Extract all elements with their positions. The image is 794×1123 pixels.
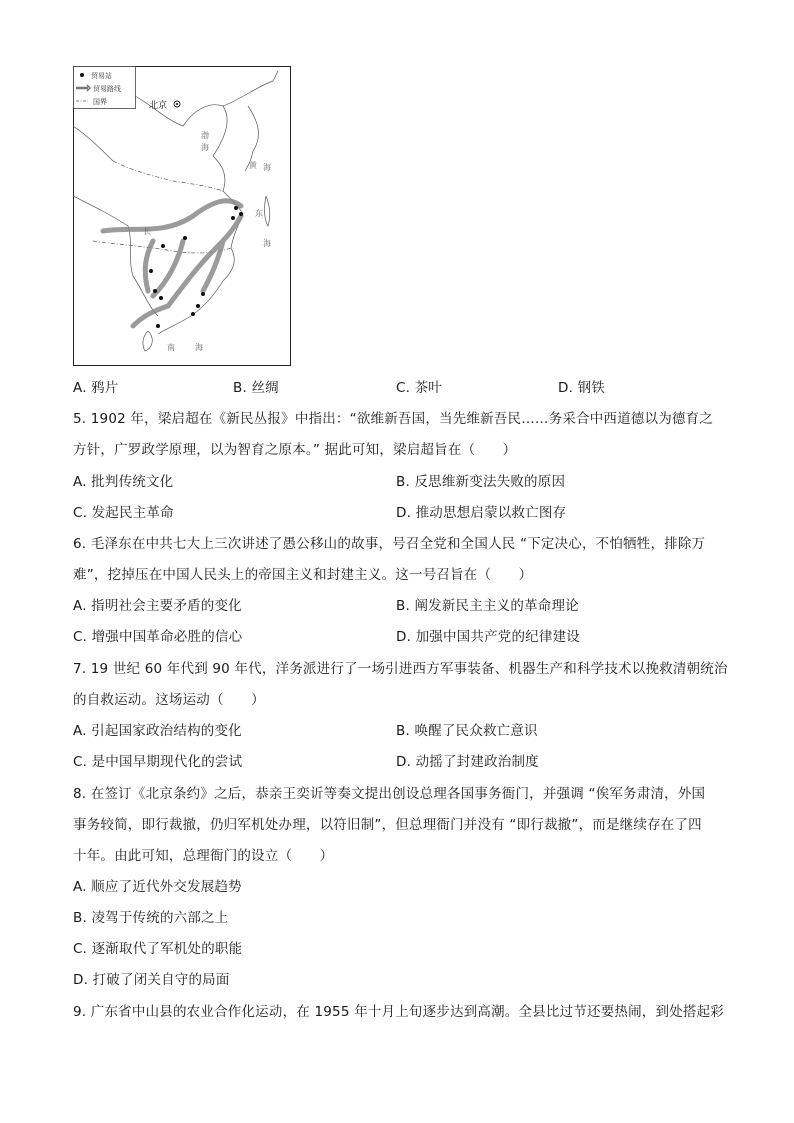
sea-label: 南 bbox=[167, 343, 175, 352]
q7-stem-line: 7. 19 世纪 60 年代到 90 年代，洋务派进行了一场引进西方军事装备、机器生产和科学技术以挽救清朝统治 bbox=[73, 661, 728, 677]
q4-option-d: D. 钢铁 bbox=[558, 380, 605, 396]
q7-option-a: A. 引起国家政治结构的变化 bbox=[73, 723, 242, 739]
sea-label: 海 bbox=[263, 163, 271, 172]
q7-stem-line: 的自救运动。这场运动（ ） bbox=[73, 692, 265, 708]
sea-label: 渤 bbox=[201, 131, 209, 140]
q5-option-b: B. 反思维新变法失败的原因 bbox=[396, 474, 566, 490]
q9-stem-line: 9. 广东省中山县的农业合作化运动，在 1955 年十月上旬逐步达到高潮。全县比过节还要热闹，到处搭起彩 bbox=[73, 1004, 725, 1020]
trade-station-legend-icon bbox=[80, 73, 84, 77]
q5-stem-line: 5. 1902 年，梁启超在《新民丛报》中指出：“欲维新吾国，当先维新吾民……务采合中西道德以为德育之 bbox=[73, 411, 714, 427]
q8-option-b: B. 凌驾于传统的六部之上 bbox=[73, 910, 229, 926]
sea-label: 海 bbox=[263, 239, 271, 248]
q8-stem-line: 事务较简，即行裁撤，仍归军机处办理，以符旧制”，但总理衙门并没有 “即行裁撤”，而是继续存在了四 bbox=[73, 817, 702, 833]
q8-option-a: A. 顺应了近代外交发展趋势 bbox=[73, 879, 242, 895]
q5-option-a: A. 批判传统文化 bbox=[73, 474, 174, 490]
q5-option-c: C. 发起民主革命 bbox=[73, 505, 174, 521]
q7-option-d: D. 动摇了封建政治制度 bbox=[396, 754, 539, 770]
river-label: 长 bbox=[143, 227, 151, 236]
q4-option-a: A. 鸦片 bbox=[73, 380, 119, 396]
q6-stem-line: 难”，挖掉压在中国人民头上的帝国主义和封建主义。这一号召旨在（ ） bbox=[73, 567, 533, 583]
q6-option-b: B. 阐发新民主主义的革命理论 bbox=[396, 598, 579, 614]
sea-label: 海 bbox=[201, 143, 209, 152]
legend-trade-route: 贸易路线 bbox=[93, 85, 121, 93]
q6-option-c: C. 增强中国革命必胜的信心 bbox=[73, 629, 243, 645]
q6-option-d: D. 加强中国共产党的纪律建设 bbox=[396, 629, 580, 645]
q7-option-c: C. 是中国早期现代化的尝试 bbox=[73, 754, 243, 770]
q4-option-c: C. 茶叶 bbox=[396, 380, 443, 396]
trade-route-map bbox=[73, 66, 291, 366]
q6-stem-line: 6. 毛泽东在中共七大上三次讲述了愚公移山的故事，号召全党和全国人民 “下定决心，不怕牺牲，排除万 bbox=[73, 536, 706, 552]
q7-option-b: B. 唤醒了民众救亡意识 bbox=[396, 723, 538, 739]
beijing-label: 北京 bbox=[149, 101, 168, 111]
sea-label: 海 bbox=[195, 343, 203, 352]
q8-stem-line: 十年。由此可知，总理衙门的设立（ ） bbox=[73, 848, 334, 864]
sea-label: 东 bbox=[255, 209, 263, 218]
q8-stem-line: 8. 在签订《北京条约》之后，恭亲王奕䜣等奏文提出创设总理各国事务衙门，并强调 “俟军务肃清，外国 bbox=[73, 786, 706, 802]
q5-option-d: D. 推动思想启蒙以救亡图存 bbox=[396, 505, 567, 521]
q6-option-a: A. 指明社会主要矛盾的变化 bbox=[73, 598, 242, 614]
q4-option-b: B. 丝绸 bbox=[233, 380, 279, 396]
legend-border: 国界 bbox=[93, 98, 107, 106]
q5-stem-line: 方针，广罗政学原理，以为智育之原本。” 据此可知，梁启超旨在（ ） bbox=[73, 442, 517, 458]
q8-option-d: D. 打破了闭关自守的局面 bbox=[73, 972, 230, 988]
q8-option-c: C. 逐渐取代了军机处的职能 bbox=[73, 941, 243, 957]
sea-label: 黄 bbox=[249, 161, 257, 170]
legend-trade-station: 贸易站 bbox=[91, 72, 112, 80]
